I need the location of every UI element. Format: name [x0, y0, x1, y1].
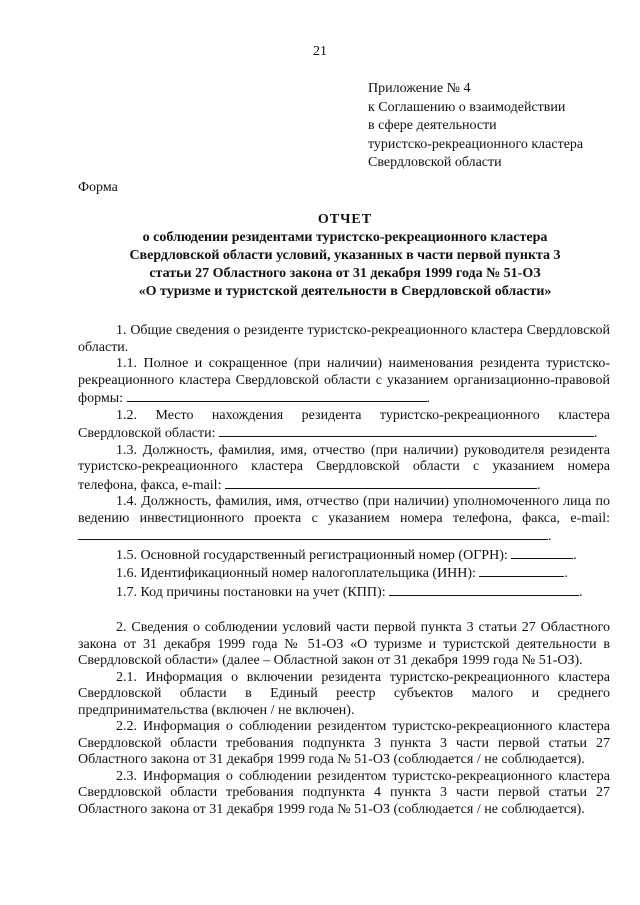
appendix-line: туристско-рекреационного кластера	[368, 136, 584, 152]
item-1-1-text: 1.1. Полное и сокращенное (при наличии) наименования резидента туристско-рекреационного кластера Свердловской области с указанием организационно-правовой формы:	[78, 356, 610, 406]
title-line: статьи 27 Областного закона от 31 декабря 1999 года № 51-ОЗ	[149, 266, 541, 281]
item-1-2-text: 1.2. Место нахождения резидента туристско-рекреационного кластера Свердловской области:	[78, 407, 610, 441]
end-mark: .	[426, 391, 431, 406]
item-2-2: 2.2. Информация о соблюдении резидентом туристско-рекреационного кластера Свердловской области требования подпункта 3 пункта 3 части первой статьи 27 Областного закона от 31 декабря 1999 года № 51-ОЗ (соблюдается / не соблюдается).	[78, 719, 610, 767]
appendix-line: Свердловской области	[368, 155, 502, 170]
item-1-7	[78, 583, 610, 602]
appendix-note	[368, 80, 583, 173]
end-mark: .	[564, 566, 568, 581]
fill-blank	[127, 389, 427, 402]
item-1-5	[78, 546, 610, 565]
form-label: Форма	[78, 180, 118, 195]
item-1-7-text: 1.7. Код причины постановки на учет (КПП):	[116, 584, 386, 600]
title-line: Свердловской области условий, указанных в части первой пункта 3	[129, 248, 561, 263]
fill-blank	[225, 476, 537, 489]
item-1-5-text: 1.5. Основной государственный регистрационный номер (ОГРН):	[116, 547, 508, 563]
item-1-4	[78, 494, 610, 546]
item-2-1: 2.1. Информация о включении резидента туристско-рекреационного кластера Свердловской области в Единый реестр субъектов малого и среднего предпринимательства (включен / не включен).	[78, 669, 610, 718]
appendix-line: в сфере деятельности	[368, 118, 497, 133]
section-2-heading: 2. Сведения о соблюдении условий части первой пункта 3 статьи 27 Областного закона от 31 декабря 1999 года № 51-ОЗ «О туризме и туристской деятельности в Свердловской области» (далее – Областной закон от 31 декабря 1999 года № 51-ОЗ).	[78, 620, 610, 668]
end-mark: .	[594, 426, 598, 441]
item-1-6	[78, 564, 610, 583]
end-mark: .	[536, 477, 541, 493]
title-main: ОТЧЕТ	[317, 212, 373, 227]
appendix-line: Приложение № 4	[368, 81, 471, 96]
item-1-2	[78, 408, 610, 443]
item-1-3	[78, 443, 610, 495]
fill-blank	[219, 424, 594, 437]
item-1-1	[78, 356, 610, 408]
end-mark: .	[579, 584, 583, 600]
fill-blank	[511, 546, 573, 559]
section-gap	[78, 601, 610, 620]
title-line: о соблюдении резидентами туристско-рекреационного кластера	[142, 230, 548, 245]
end-mark: .	[548, 529, 552, 544]
page-number: 21	[313, 44, 327, 59]
title-line: «О туризме и туристской деятельности в Свердловской области»	[138, 284, 552, 299]
report-title	[70, 211, 620, 301]
fill-blank	[389, 583, 579, 596]
fill-blank	[479, 564, 564, 577]
fill-blank	[78, 527, 548, 540]
item-2-3: 2.3. Информация о соблюдении резидентом туристско-рекреационного кластера Свердловской области требования подпункта 4 пункта 3 части первой статьи 27 Областного закона от 31 декабря 1999 года № 51-ОЗ (соблюдается / не соблюдается).	[78, 768, 610, 817]
item-1-3-text: 1.3. Должность, фамилия, имя, отчество (при наличии) руководителя резидента туристско-рекреационного кластера Свердловской области с указанием номера телефона, факса, e-mail:	[78, 442, 610, 493]
item-1-4-text: 1.4. Должность, фамилия, имя, отчество (при наличии) уполномоченного лица по ведению инвестиционного проекта с указанием номера телефона, факса, e-mail:	[78, 494, 610, 526]
section-1-heading: 1. Общие сведения о резиденте туристско-рекреационного кластера Свердловской области.	[78, 323, 610, 355]
item-1-6-text: 1.6. Идентификационный номер налогоплательщика (ИНН):	[116, 566, 476, 581]
appendix-line: к Соглашению о взаимодействии	[368, 99, 566, 115]
report-body	[78, 323, 610, 818]
end-mark: .	[573, 547, 577, 563]
